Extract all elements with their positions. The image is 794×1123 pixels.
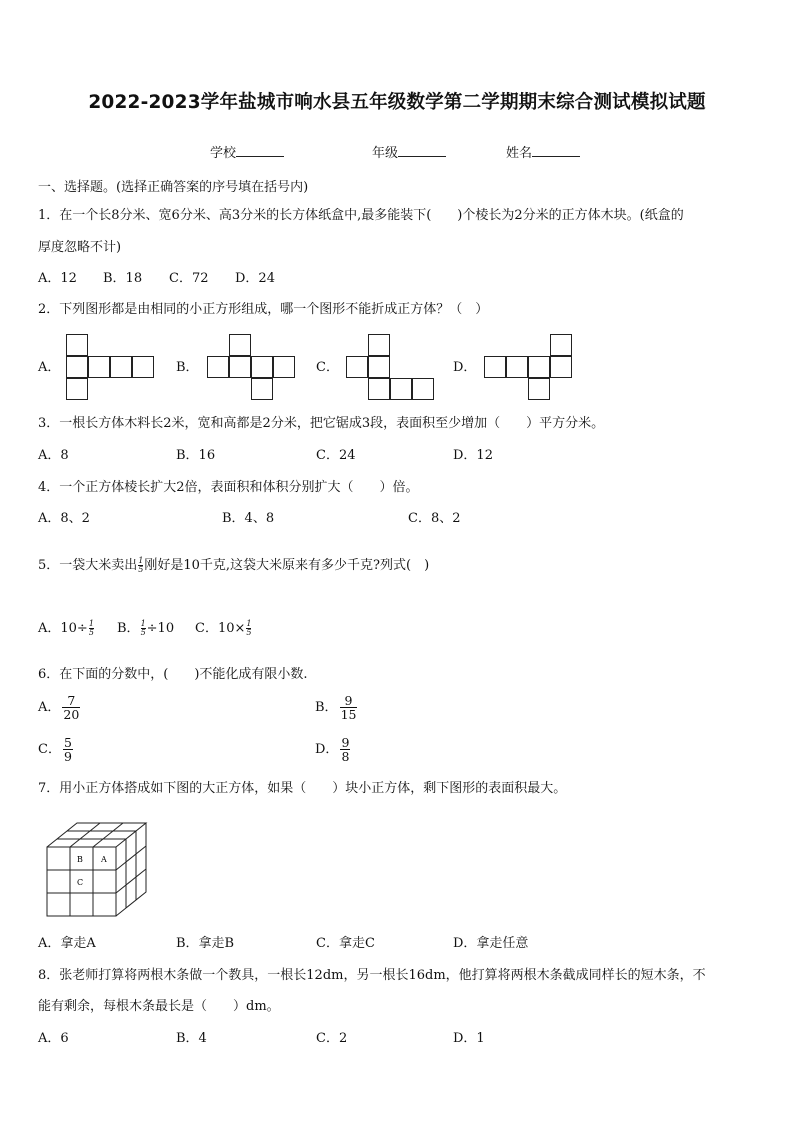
q4-text: 4．一个正方体棱长扩大2倍，表面积和体积分别扩大（ ）倍。 xyxy=(38,480,419,495)
q2-label-c[interactable]: C． xyxy=(316,360,339,375)
grade-field[interactable] xyxy=(372,142,446,161)
q4-option-a[interactable]: A．8、2 xyxy=(38,511,90,526)
q2-label-b[interactable]: B． xyxy=(176,360,199,375)
q5-option-c[interactable]: C．10× $\frac{1}{5}$ xyxy=(195,619,252,637)
q7-option-d[interactable]: D．拿走任意 xyxy=(453,936,529,951)
q6-option-d[interactable]: D． $\frac{9}{8}$ xyxy=(315,735,350,764)
q7-option-a[interactable]: A．拿走A xyxy=(38,936,96,951)
q1-option-a[interactable]: A．12 xyxy=(38,271,77,286)
q3-option-d[interactable]: D．12 xyxy=(453,448,493,463)
q8-option-b[interactable]: B．4 xyxy=(176,1031,207,1046)
q5-fraction: $\frac{1}{5}$ xyxy=(138,556,144,574)
q6-option-c[interactable]: C． $\frac{5}{9}$ xyxy=(38,735,72,764)
q4-option-c[interactable]: C．8、2 xyxy=(408,511,461,526)
cube-figure xyxy=(44,820,154,920)
page-title: 2022-2023学年盐城市响水县五年级数学第二学期期末综合测试模拟试题 xyxy=(88,92,706,113)
q7-text: 7．用小正方体搭成如下图的大正方体，如果（ ）块小正方体，剩下图形的表面积最大。 xyxy=(38,781,567,796)
q8-option-d[interactable]: D．1 xyxy=(453,1031,485,1046)
q1-text-cont: 厚度忽略不计) xyxy=(38,240,122,255)
school-field[interactable] xyxy=(210,142,284,161)
q2-label-d[interactable]: D． xyxy=(453,360,477,375)
q1-option-d[interactable]: D．24 xyxy=(235,271,275,286)
q4-option-b[interactable]: B．4、8 xyxy=(222,511,275,526)
q7-option-c[interactable]: C．拿走C xyxy=(316,936,375,951)
q6-option-b[interactable]: B． $\frac{9}{15}$ xyxy=(315,693,357,722)
q7-option-b[interactable]: B．拿走B xyxy=(176,936,235,951)
q8-option-c[interactable]: C．2 xyxy=(316,1031,348,1046)
q1-text: 1．在一个长8分米、宽6分米、高3分米的长方体纸盒中,最多能装下( )个棱长为2分米的正方体木块。(纸盒的 xyxy=(38,208,684,223)
q5-option-a[interactable]: A．10÷ $\frac{1}{5}$ xyxy=(38,619,94,637)
q8-text-cont: 能有剩余，每根木条最长是（ ）dm。 xyxy=(38,999,280,1014)
name-label: 姓名 xyxy=(506,146,533,161)
q5-text: 5．一袋大米卖出 $\frac{1}{5}$ 刚好是10千克,这袋大米原来有多少千克?列式( ) xyxy=(38,556,430,574)
q3-option-b[interactable]: B．16 xyxy=(176,448,216,463)
q5-option-b[interactable]: B． $\frac{1}{5}$ ÷10 xyxy=(117,619,175,637)
q3-text: 3．一根长方体木料长2米，宽和高都是2分米，把它锯成3段，表面积至少增加（ ）平方分米。 xyxy=(38,416,605,431)
q1-option-c[interactable]: C．72 xyxy=(169,271,209,286)
cube-label-b: B xyxy=(77,855,83,864)
section-heading: 一、选择题。(选择正确答案的序号填在括号内) xyxy=(38,180,309,195)
q8-text: 8．张老师打算将两根木条做一个教具，一根长12dm，另一根长16dm，他打算将两根木条截成同样长的短木条，不 xyxy=(38,968,706,983)
q2-text: 2．下列图形都是由相同的小正方形组成，哪一个图形不能折成正方体？（ ） xyxy=(38,302,489,317)
q3-option-c[interactable]: C．24 xyxy=(316,448,356,463)
q6-text: 6．在下面的分数中，( )不能化成有限小数. xyxy=(38,667,308,682)
q6-option-a[interactable]: A． $\frac{7}{20}$ xyxy=(38,693,80,722)
q2-label-a[interactable]: A． xyxy=(38,360,61,375)
name-field[interactable] xyxy=(506,142,580,161)
cube-label-a: A xyxy=(101,855,107,864)
q3-option-a[interactable]: A．8 xyxy=(38,448,69,463)
cube-label-c: C xyxy=(77,878,84,887)
q8-option-a[interactable]: A．6 xyxy=(38,1031,69,1046)
grade-label: 年级 xyxy=(372,146,399,161)
school-label: 学校 xyxy=(210,146,237,161)
q1-option-b[interactable]: B．18 xyxy=(103,271,143,286)
